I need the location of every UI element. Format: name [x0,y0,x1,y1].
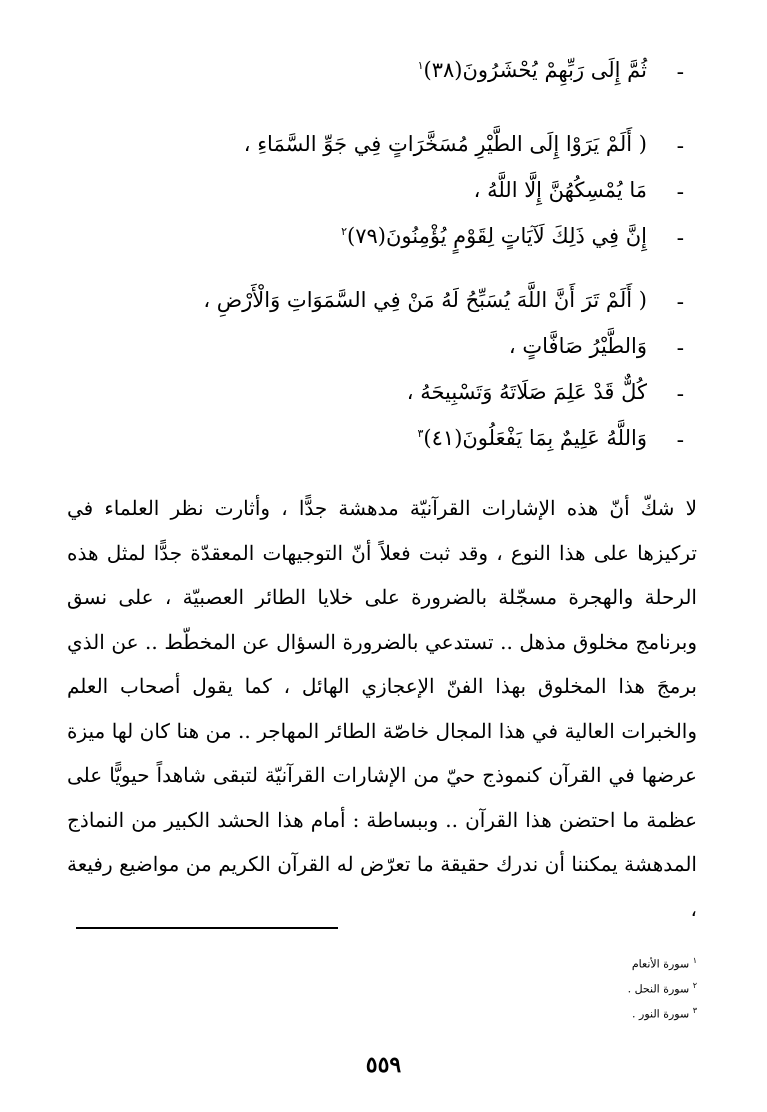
footnote [628,973,697,998]
body-paragraph: لا شكّ أنّ هذه الإشارات القرآنيّة مدهشة جدًّا ، وأثارت نظر العلماء في تركيزها على هذا النوع ، وقد ثبت فعلاً أنّ التوجيهات المعقدّة جدًّا لمثل هذه الرحلة والهجرة مسجّلة بالضرورة على خلايا الطائر العصبيّة ، على نسق وبرنامج مخلوق مذهل .. تستدعي بالضرورة السؤال عن المخطّط .. عن الذي برمجَ هذا المخلوق بهذا الفنّ الإعجازي الهائل ، كما يقول أصحاب العلم والخبرات العالية في هذا المجال خاصّة الطائر المهاجر .. من هنا كان لها ميزة عرضها في القرآن كنموذج حيّ من الإشارات القرآنيّة لتبقى شاهداً حيويًّا على عظمة ما احتضن هذا القرآن .. وببساطة : أمام هذا الحشد الكبير من النماذج المدهشة يمكننا أن ندرك حقيقة ما تعرّض له القرآن الكريم من مواضيع رفيعة ، [67,496,697,921]
verse-line [87,288,684,336]
verse-line [87,380,684,428]
footnote-number: ١ [692,956,697,965]
bullet-dash: - [676,226,684,251]
verse-line [87,178,684,226]
verse-text: وَالطَّيْرُ صَافَّاتٍ ، [508,334,647,358]
verse-text: إِنَّ فِي ذَلِكَ لَآيَاتٍ لِقَوْمٍ يُؤْمِنُونَ(٧٩) [347,224,647,248]
verse-line [87,58,684,106]
verse-text: كُلٌّ قَدْ عَلِمَ صَلَاتَهُ وَتَسْبِيحَهُ ، [406,380,647,404]
footnotes [628,948,697,1023]
footnote [628,998,697,1023]
bullet-dash: - [676,290,684,315]
footnote-number: ٢ [692,981,697,990]
footnote-marker: ٢ [341,225,347,238]
bullet-dash: - [676,60,684,85]
verse-text: وَاللَّهُ عَلِيمٌ بِمَا يَفْعَلُونَ(٤١) [423,426,647,450]
bullet-dash: - [676,428,684,453]
verse-text: ( أَلَمْ يَرَوْا إِلَى الطَّيْرِ مُسَخَّرَاتٍ فِي جَوِّ السَّمَاءِ ، [243,132,647,156]
verse-text: ( أَلَمْ تَرَ أَنَّ اللَّهَ يُسَبِّحُ لَهُ مَنْ فِي السَّمَوَاتِ وَالْأَرْضِ ، [203,288,647,312]
verse-group [87,58,684,106]
verse-line [87,426,684,474]
footnote [628,948,697,973]
footnote-text: سورة النور . [632,1007,690,1021]
verse-group [87,288,684,474]
verse-line [87,132,684,180]
footnote-text: سورة الأنعام [631,957,690,971]
bullet-dash: - [676,180,684,205]
verse-line [87,334,684,382]
bullet-dash: - [676,336,684,361]
verse-group [87,132,684,272]
footnote-number: ٣ [692,1006,697,1015]
verse-text: مَا يُمْسِكُهُنَّ إِلَّا اللَّهُ ، [473,178,647,202]
page-number: ٥٥٩ [365,1052,402,1078]
verse-text: ثُمَّ إِلَى رَبِّهِمْ يُحْشَرُونَ(٣٨) [423,58,647,82]
verse-line [87,224,684,272]
footnote-marker: ٣ [417,427,424,440]
footnote-marker: ١ [417,59,424,72]
bullet-dash: - [676,382,684,407]
footnote-text: سورة النحل . [627,982,690,996]
footnote-divider [76,927,338,929]
bullet-dash: - [676,134,684,159]
